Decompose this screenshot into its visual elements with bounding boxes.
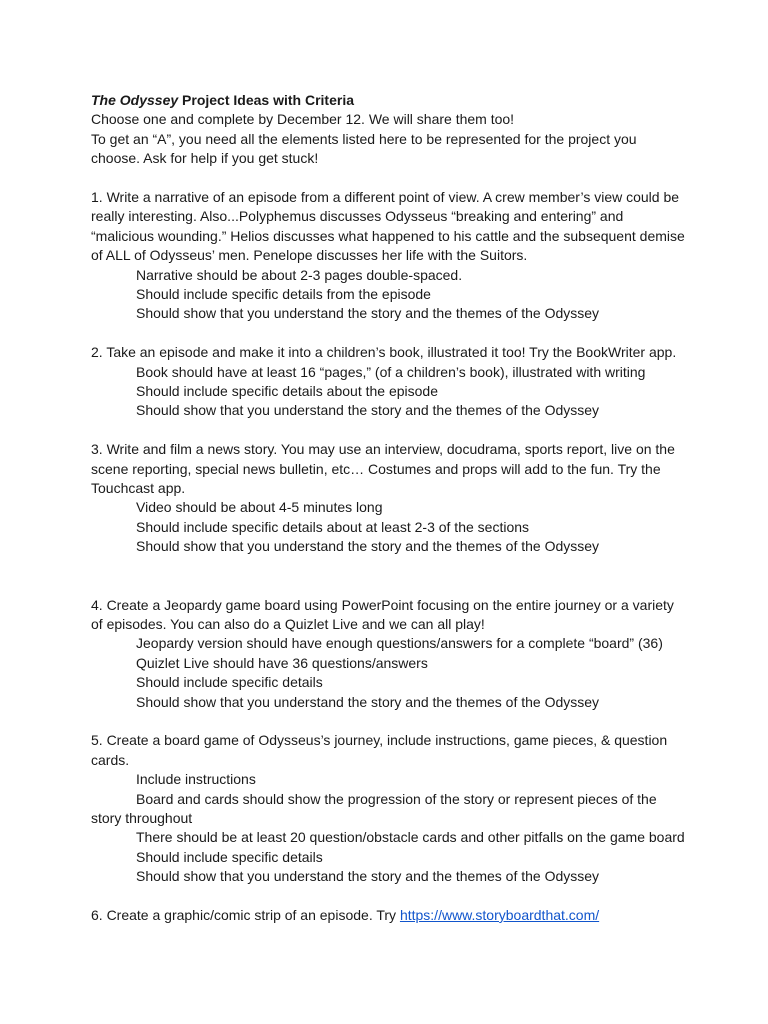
criterion: Should show that you understand the story and the themes of the Odyssey: [136, 868, 600, 885]
project-text: cards.: [91, 751, 130, 768]
criterion: Should show that you understand the story and the themes of the Odyssey: [136, 305, 600, 322]
criterion: Quizlet Live should have 36 questions/answers: [136, 654, 428, 671]
project-text: 3. Write and film a news story. You may use an interview, docudrama, sports report, live on the: [91, 441, 675, 458]
project-4: [91, 596, 691, 712]
intro-line: Choose one and complete by December 12. We will share them too!: [91, 111, 515, 128]
criterion: Should show that you understand the story and the themes of the Odyssey: [136, 402, 600, 419]
intro-line: To get an “A”, you need all the elements listed here to be represented for the project you: [91, 130, 637, 147]
criterion: Should include specific details from the episode: [136, 286, 431, 303]
criterion: Include instructions: [136, 771, 256, 788]
project-6: [91, 906, 691, 925]
project-text: 5. Create a board game of Odysseus’s journey, include instructions, game pieces, & question: [91, 732, 668, 749]
storyboardthat-link[interactable]: https://www.storyboardthat.com/: [399, 906, 600, 923]
project-text: of episodes. You can also do a Quizlet Live and we can all play!: [91, 615, 485, 632]
criterion: Narrative should be about 2-3 pages double-spaced.: [136, 266, 463, 283]
page-title: [91, 91, 691, 110]
criterion: There should be at least 20 question/obstacle cards and other pitfalls on the game board: [136, 829, 685, 846]
title-italic: The Odyssey: [91, 92, 179, 108]
project-2: [91, 343, 691, 421]
project-text: really interesting. Also...Polyphemus discusses Odysseus “breaking and entering” and: [91, 208, 624, 225]
project-3: [91, 440, 691, 556]
criterion: Should include specific details: [136, 848, 323, 865]
criterion: Board and cards should show the progression of the story or represent pieces of the: [136, 790, 657, 807]
project-5: [91, 731, 691, 886]
project-text: 2. Take an episode and make it into a children’s book, illustrated it too! Try the BookWriter app.: [91, 344, 677, 361]
title-rest: Project Ideas with Criteria: [178, 92, 354, 108]
criterion: Should include specific details about at least 2-3 of the sections: [136, 518, 530, 535]
criterion-continuation: story throughout: [91, 809, 193, 826]
project-1: [91, 188, 691, 324]
project-text: Touchcast app.: [91, 480, 186, 497]
project-text: 1. Write a narrative of an episode from a different point of view. A crew member’s view could be: [91, 189, 680, 206]
criterion: Should include specific details: [136, 674, 323, 691]
criterion: Video should be about 4-5 minutes long: [136, 499, 383, 516]
project-text: scene reporting, special news bulletin, etc… Costumes and props will add to the fun. Try the: [91, 460, 661, 477]
project-text: “malicious wounding.” Helios discusses what happened to his cattle and the subsequent demise: [91, 227, 685, 244]
criterion: Book should have at least 16 “pages,” (of a children’s book), illustrated with writing: [136, 363, 646, 380]
document-body: [91, 91, 691, 925]
criterion: Should show that you understand the story and the themes of the Odyssey: [136, 538, 600, 555]
project-text: 4. Create a Jeopardy game board using PowerPoint focusing on the entire journey or a variety: [91, 596, 674, 613]
intro-line: choose. Ask for help if you get stuck!: [91, 150, 319, 167]
criterion: Should include specific details about the episode: [136, 383, 438, 400]
project-text: 6. Create a graphic/comic strip of an episode. Try: [91, 906, 400, 923]
project-text: of ALL of Odysseus’ men. Penelope discusses her life with the Suitors.: [91, 247, 528, 264]
criterion: Jeopardy version should have enough questions/answers for a complete “board” (36): [136, 635, 663, 652]
criterion: Should show that you understand the story and the themes of the Odyssey: [136, 693, 600, 710]
